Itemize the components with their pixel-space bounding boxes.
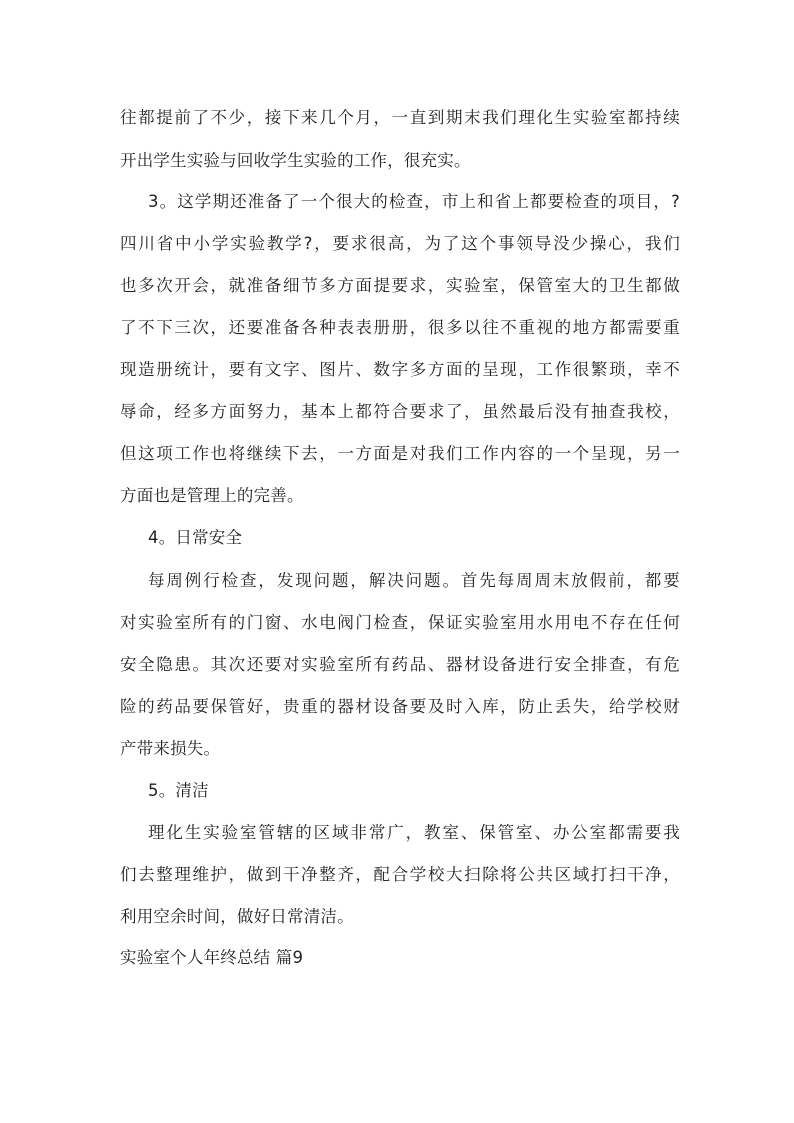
paragraph-line: 产带来损失。 <box>120 739 221 758</box>
paragraph-line: 险的药品要保管好，贵重的器材设备要及时入库，防止丢失，给学校财 <box>120 697 680 716</box>
paragraph-line: 理化生实验室管辖的区域非常广，教室、保管室、办公室都需要我 <box>148 823 680 842</box>
paragraph-line: 方面也是管理上的完善。 <box>120 486 304 505</box>
paragraph-line: 对实验室所有的门窗、水电阀门检查，保证实验室用水用电不存在任何 <box>120 613 680 632</box>
paragraph-line: 们去整理维护，做到干净整齐，配合学校大扫除将公共区域打扫干净， <box>120 865 680 884</box>
paragraph-line: 四川省中小学实验教学?，要求很高，为了这个事领导没少操心，我们 <box>120 234 680 253</box>
paragraph-line: 但这项工作也将继续下去，一方面是对我们工作内容的一个呈现，另一 <box>120 444 680 463</box>
paragraph-line: 每周例行检查，发现问题，解决问题。首先每周周末放假前，都要 <box>148 571 680 590</box>
paragraph-line: 了不下三次，还要准备各种表表册册，很多以往不重视的地方都需要重 <box>120 318 680 337</box>
section-heading: 5。清洁 <box>148 781 209 800</box>
section-heading: 4。日常安全 <box>148 528 243 547</box>
paragraph-line: 利用空余时间，做好日常清洁。 <box>120 907 354 926</box>
paragraph-line: 往都提前了不少，接下来几个月，一直到期末我们理化生实验室都持续 <box>120 108 680 127</box>
paragraph-line: 现造册统计，要有文字、图片、数字多方面的呈现，工作很繁琐，幸不 <box>120 360 680 379</box>
paragraph-line: 安全隐患。其次还要对实验室所有药品、器材设备进行安全排查，有危 <box>120 655 680 674</box>
paragraph-line: 开出学生实验与回收学生实验的工作，很充实。 <box>120 151 471 170</box>
paragraph-line: 辱命，经多方面努力，基本上都符合要求了，虽然最后没有抽查我校， <box>120 402 680 421</box>
document-heading: 实验室个人年终总结 篇9 <box>120 948 304 967</box>
paragraph-line: 3。这学期还准备了一个很大的检查，市上和省上都要检查的项目，? <box>148 192 680 211</box>
paragraph-line: 也多次开会，就准备细节多方面提要求，实验室，保管室大的卫生都做 <box>120 276 680 295</box>
